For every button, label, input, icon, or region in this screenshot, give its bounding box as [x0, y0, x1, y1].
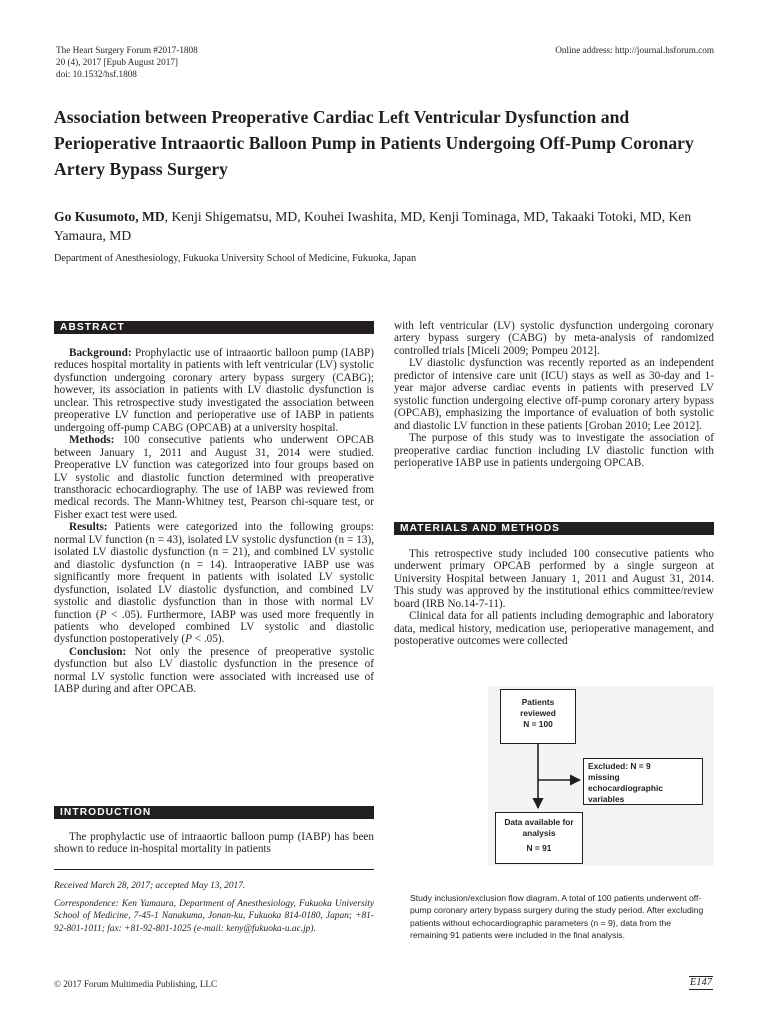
methods-heading: MATERIALS AND METHODS [394, 522, 714, 535]
results-text-b: < .05). Furthermore, IABP was used more frequently in patients who developed combined LV systolic and diastolic dysfunction postoperatively ( [54, 608, 374, 646]
online-address: Online address: http://journal.hsforum.com [555, 45, 714, 55]
methods-p1: This retrospective study included 100 consecutive patients who underwent primary OPCAB performed by a single surgeon at University Hospital between January 1, 2011 and August 31, 2014. This study was approved by the institutional ethics committee/review board (IRB No.14-7-11). [394, 548, 714, 610]
article-title: Association between Preoperative Cardiac Left Ventricular Dysfunction and Perioperative Intraaortic Balloon Pump in Patients Undergoing Off-Pump Coronary Artery Bypass Surgery [54, 107, 694, 179]
introduction-heading: INTRODUCTION [54, 806, 374, 819]
box1-line: reviewed [520, 708, 556, 718]
introduction-p2: LV diastolic dysfunction was recently reported as an independent predictor of intensive care unit (ICU) stays as well as 30-day and 1-year major adverse cardiac events in patients with preserved LV systolic function undergoing elective off-pump coronary artery bypass (OPCAB), emphasizing the importance of evaluation of both systolic and diastolic LV function in these patients [Groban 2010; Lee 2012]. [394, 357, 714, 432]
box-patients-reviewed [500, 689, 576, 744]
box3-line: analysis [522, 828, 556, 838]
box2-line: missing [588, 772, 620, 782]
received-date: Received March 28, 2017; accepted May 13, 2017. [54, 881, 246, 891]
box3-line: Data available for [504, 817, 574, 827]
journal-name: The Heart Surgery Forum #2017-1808 [56, 45, 198, 55]
box-excluded [583, 758, 703, 805]
affiliation: Department of Anesthesiology, Fukuoka University School of Medicine, Fukuoka, Japan [54, 253, 417, 264]
abstract-heading: ABSTRACT [54, 321, 374, 334]
introduction-p3: The purpose of this study was to investigate the association of preoperative cardiac function including LV diastolic function with perioperative IABP use in patients undergoing OPCAB. [394, 432, 714, 469]
first-author: Go Kusumoto, MD [54, 209, 165, 224]
p-value-symbol: P [99, 608, 107, 621]
conclusion-label: Conclusion: [69, 645, 127, 658]
box2-line: variables [588, 794, 625, 804]
box3-line: N = 91 [526, 843, 552, 853]
introduction-p1-start: The prophylactic use of intraaortic balloon pump (IABP) has been shown to reduce in-hospital mortality in patients [54, 831, 374, 856]
other-authors: , Kenji Shigematsu, MD, Kouhei Iwashita, MD, Kenji Tominaga, MD, Takaaki Totoki, MD, Ken Yamaura, MD [54, 209, 692, 243]
box-data-available [495, 812, 583, 864]
results-text-c: < .05). [191, 633, 225, 646]
copyright: © 2017 Forum Multimedia Publishing, LLC [54, 979, 218, 989]
box2-line: Excluded: N = 9 [588, 761, 651, 771]
journal-volume: 20 (4), 2017 [Epub August 2017] [56, 57, 178, 67]
page-number: E147 [689, 977, 712, 988]
box1-line: Patients [521, 697, 555, 707]
results-label: Results: [69, 521, 108, 534]
conclusion-text: Not only the presence of preoperative systolic dysfunction but also LV diastolic dysfunction in the presence of normal LV systolic function were associated with increased use of IABP during and after OPCAB. [54, 645, 374, 696]
introduction-p1-end: with left ventricular (LV) systolic dysfunction undergoing coronary artery bypass surgery (CABG) by meta-analysis of randomized controlled trials [Miceli 2009; Pompeu 2012]. [394, 320, 714, 357]
p-value-symbol: P [185, 633, 192, 646]
methods-p2: Clinical data for all patients including demographic and laboratory data, medical history, medication use, perioperative management, and postoperative outcomes were collected [394, 610, 714, 648]
journal-doi: doi: 10.1532/hsf.1808 [56, 69, 137, 79]
box2-line: echocardiographic [588, 783, 663, 793]
background-label: Background: [69, 347, 132, 359]
results-text-a: Patients were categorized into the following groups: normal LV function (n = 43), isolated LV systolic dysfunction (n = 13), isolated LV diastolic dysfunction (n = 21), and combined LV systolic and diastolic dysfunction (n = 14). Intraoperative IABP use was significantly more frequent in patients with isolated LV systolic dysfunction, isolated LV diastolic dysfunction, and combined LV systolic and diastolic dysfunction than in those with normal LV function ( [54, 521, 374, 621]
background-text: Prophylactic use of intraaortic balloon pump (IABP) reduces hospital mortality in patients with left ventricular (LV) systolic dysfunction undergoing coronary artery bypass surgery (CABG); however, its association in patients with LV diastolic dysfunction is unclear. This retrospective study investigated the association between preoperative LV function and perioperative use of IABP in patients undergoing off-pump CABG (OPCAB) at a university hospital. [54, 347, 374, 434]
methods-label: Methods: [69, 434, 115, 447]
box1-line: N = 100 [523, 719, 553, 729]
correspondence: Correspondence: Ken Yamaura, Department of Anesthesiology, Fukuoka University School of Medicine, 7-45-1 Nanakuma, Jonan-ku, Fukuoka 814-0180, Japan; +81-92-801-1011; fax: +81-92-801-1025 (e-mail: keny@fukuoka-u.ac.jp). [54, 899, 374, 934]
figure-caption: Study inclusion/exclusion flow diagram. A total of 100 patients underwent off-pump coronary artery bypass surgery during the study period. After excluding patients without echocardiographic parameters (n = 9), data from the remaining 91 patients were included in the final analysis. [410, 893, 704, 941]
methods-text: 100 consecutive patients who underwent OPCAB between January 1, 2011 and August 31, 2014 were studied. Preoperative LV function was categorized into four groups based on LV systolic and diastolic function determined with preoperative transthoracic echocardiography. The use of IABP was reviewed from medical records. The Mann-Whitney test, Pearson chi-square test, or Fisher exact test were used. [54, 434, 374, 521]
